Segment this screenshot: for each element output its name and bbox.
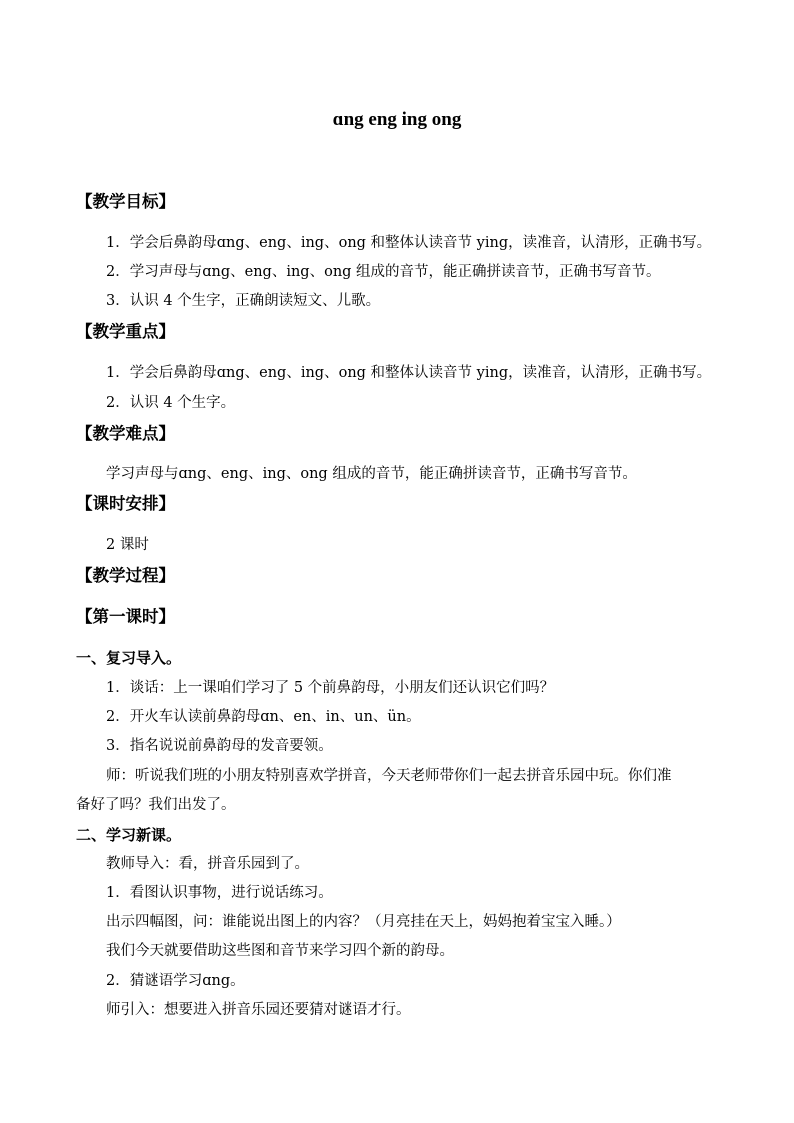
part1-heading: 一、复习导入。 (76, 649, 182, 667)
schedule-text: 2 课时 (106, 537, 149, 553)
key-point-item: 2．认识 4 个生字。 (106, 395, 236, 411)
goal-item: 3．认识 4 个生字，正确朗读短文、儿歌。 (106, 293, 381, 309)
difficulties-text: 学习声母与ɑng、eng、ing、ong 组成的音节，能正确拼读音节，正确书写音节。 (106, 466, 637, 482)
part2-line: 教师导入：看，拼音乐园到了。 (106, 856, 309, 872)
goal-item: 1．学会后鼻韵母ɑng、eng、ing、ong 和整体认读音节 ying，读准音，认清形，正确书写。 (106, 235, 712, 251)
part1-item: 3．指名说说前鼻韵母的发音要领。 (106, 738, 333, 754)
part2-line: 我们今天就要借助这些图和音节来学习四个新的韵母。 (106, 943, 454, 959)
part2-heading: 二、学习新课。 (76, 826, 182, 844)
heading-process: 【教学过程】 (76, 566, 175, 585)
part1-teacher-line: 师：听说我们班的小朋友特别喜欢学拼音，今天老师带你们一起去拼音乐园中玩。你们准 (106, 768, 672, 784)
document-title: ɑng eng ing ong (332, 109, 462, 130)
part1-item: 1．谈话：上一课咱们学习了 5 个前鼻韵母，小朋友们还认识它们吗？ (106, 680, 555, 696)
part2-line: 师引入：想要进入拼音乐园还要猜对谜语才行。 (106, 1002, 411, 1018)
part1-item: 2．开火车认读前鼻韵母ɑn、en、in、un、ün。 (106, 709, 421, 725)
heading-difficulties: 【教学难点】 (76, 424, 175, 443)
key-point-item: 1．学会后鼻韵母ɑng、eng、ing、ong 和整体认读音节 ying，读准音，认清形，正确书写。 (106, 365, 712, 381)
part2-line: 出示四幅图，问：谁能说出图上的内容？（月亮挂在天上，妈妈抱着宝宝入睡。） (106, 914, 621, 930)
heading-schedule: 【课时安排】 (76, 494, 175, 513)
heading-key-points: 【教学重点】 (76, 322, 175, 341)
part2-line: 2．猜谜语学习ɑng。 (106, 973, 245, 989)
heading-goals: 【教学目标】 (76, 192, 175, 211)
goal-item: 2．学习声母与ɑng、eng、ing、ong 组成的音节，能正确拼读音节，正确书写音节。 (106, 264, 661, 280)
part1-teacher-line-cont: 备好了吗？我们出发了。 (76, 797, 236, 813)
part2-line: 1．看图认识事物，进行说话练习。 (106, 885, 333, 901)
heading-first-lesson: 【第一课时】 (76, 607, 175, 626)
